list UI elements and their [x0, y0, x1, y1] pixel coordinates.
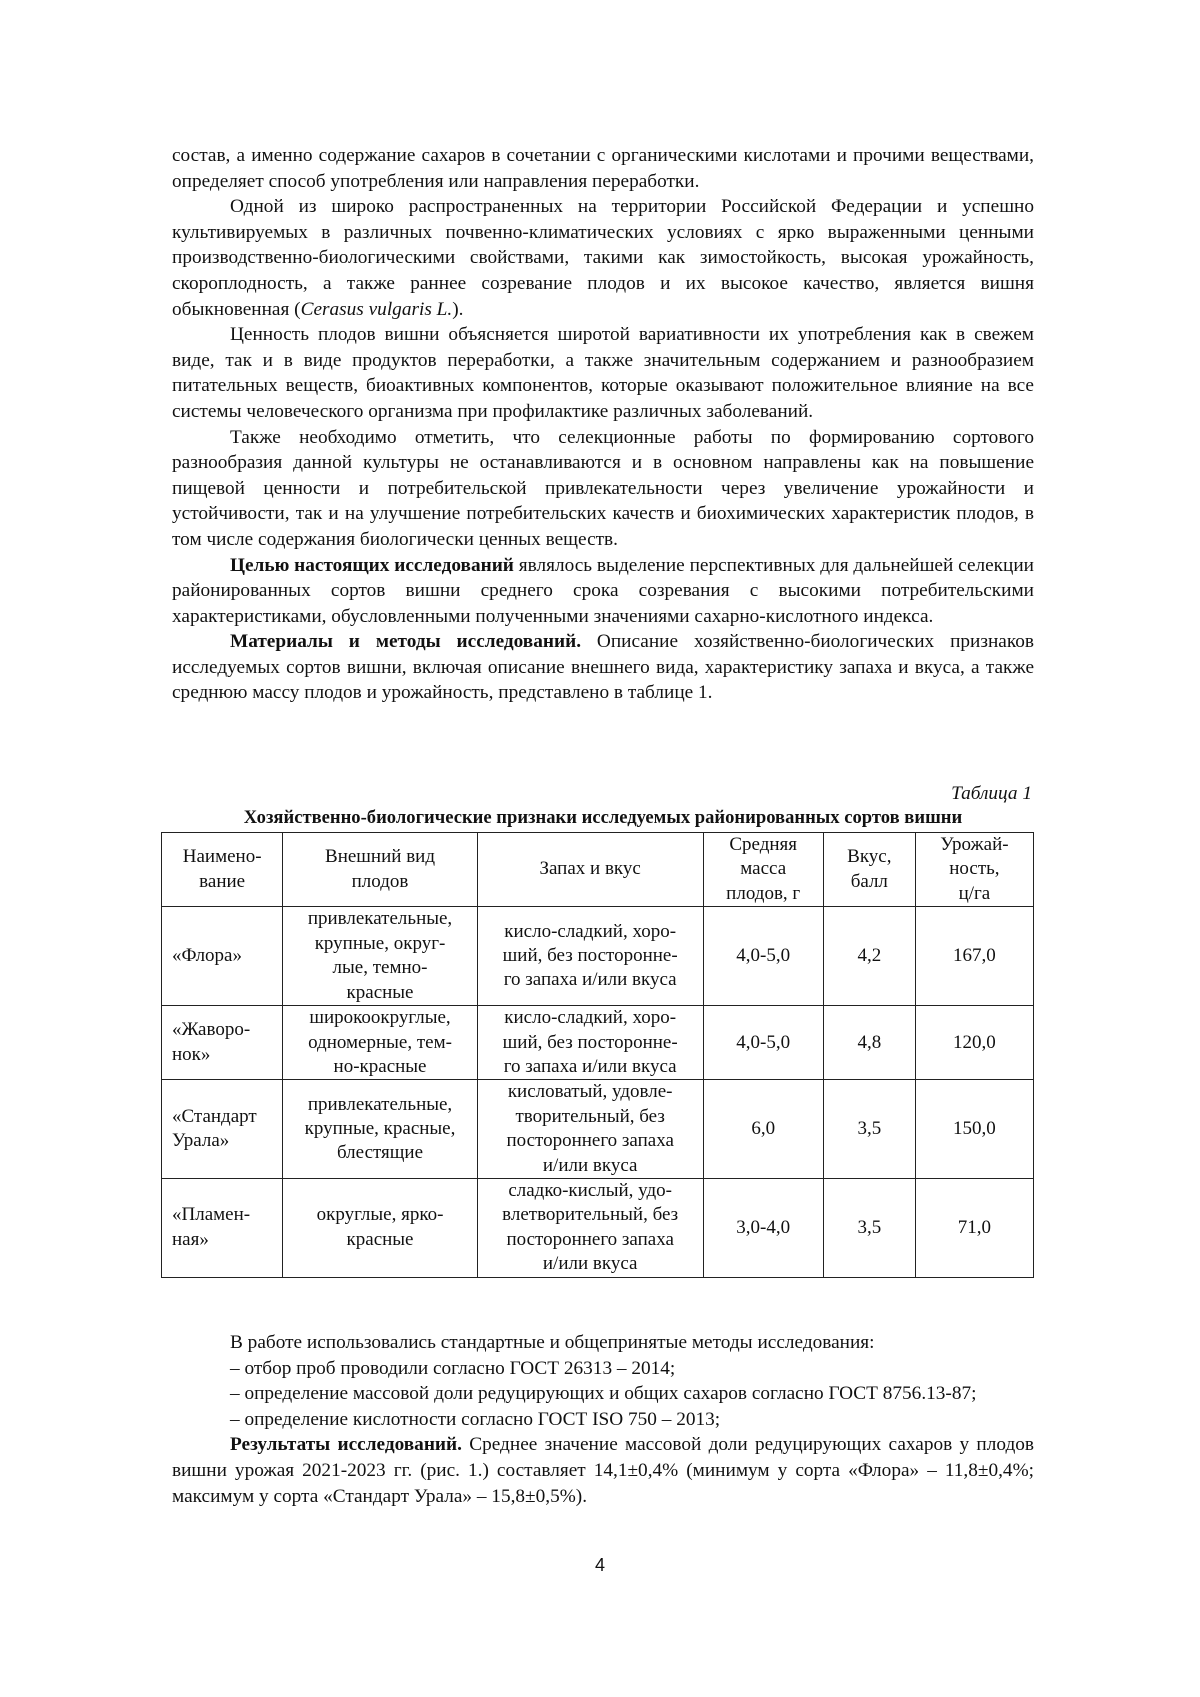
yield-cell: 71,0: [915, 1179, 1033, 1278]
traits-table: [161, 832, 1034, 1278]
table-label: Таблица 1: [951, 783, 1032, 804]
text-run: состав, а именно содержание сахаров в сочетании с органическими кислотами и прочими веществами, определяет способ употребления или направления переработки.: [172, 145, 1034, 192]
paragraph: [172, 1432, 1034, 1509]
yield-cell: 167,0: [915, 907, 1033, 1006]
text-run: Также необходимо отметить, что селекционные работы по формированию сортового разнообразия данной культуры не останавливаются и в основном направлены как на повышение пищевой ценности и потребительской привлекательности через увеличение урожайности и устойчивости, так и на улучшение потребительских качеств и биохимических характеристик плодов, в том числе содержания биологически ценных веществ.: [172, 426, 1034, 550]
text-run: В работе использовались стандартные и общепринятые методы исследования:: [230, 1332, 875, 1353]
header-yield: Урожай- ность, ц/га: [915, 833, 1033, 907]
text-run: – отбор проб проводили согласно ГОСТ 26313 – 2014;: [230, 1357, 676, 1379]
score-cell: 3,5: [823, 1080, 915, 1179]
text-run: – определение кислотности согласно ГОСТ ISO 750 – 2013;: [230, 1408, 721, 1430]
bold-run: Материалы и методы исследований.: [230, 631, 582, 653]
yield-cell: 120,0: [915, 1006, 1033, 1080]
text-run: Среднее значение массовой доли редуцирующих сахаров у плодов вишни урожая 2021-2023 гг. (рис. 1.) составляет 14,1±0,4% (минимум у сорта «Флора» – 11,8±0,4%; максимум у сорта «Стандарт Урала» – 15,8±0,5%).: [172, 1434, 1035, 1507]
taste-cell: кисло-сладкий, хоро- ший, без посторонне- го запаха и/или вкуса: [477, 1006, 703, 1080]
text-run: – определение массовой доли редуцирующих и общих сахаров согласно ГОСТ 8756.13-87;: [230, 1383, 977, 1405]
paragraph: [172, 1330, 1034, 1356]
variety-name-cell: «Флора»: [162, 907, 283, 1006]
taste-cell: кисло-сладкий, хоро- ший, без посторонне- го запаха и/или вкуса: [477, 907, 703, 1006]
text-run: являлось выделение перспективных для дальнейшей селекции районированных сортов вишни среднего срока созревания с высокими потребительскими характеристиками, обусловленными полученными значениями сахарно-кислотного индекса.: [172, 554, 1034, 627]
table-header-row: [162, 833, 1034, 907]
taste-cell: кисловатый, удовле- творительный, без постороннего запаха и/или вкуса: [477, 1080, 703, 1179]
variety-name-cell: «Жаворо- нок»: [162, 1006, 283, 1080]
variety-name-cell: «Пламен- ная»: [162, 1179, 283, 1278]
paragraph: [172, 194, 1034, 322]
header-mass: Средняя масса плодов, г: [703, 833, 823, 907]
mass-cell: 3,0-4,0: [703, 1179, 823, 1278]
paragraph: [172, 1381, 1034, 1407]
paragraph: [172, 143, 1034, 194]
paragraph: [172, 322, 1034, 424]
bold-run: Результаты исследований.: [230, 1434, 462, 1456]
appearance-cell: привлекательные, крупные, красные, блестящие: [283, 1080, 477, 1179]
appearance-cell: широкоокруглые, одномерные, тем- но-красные: [283, 1006, 477, 1080]
text-run: Описание хозяйственно-биологических признаков исследуемых сортов вишни, включая описание внешнего вида, характеристику запаха и вкуса, а также среднюю массу плодов и урожайность, представлено в таблице 1.: [172, 631, 1034, 704]
table-row: [162, 1080, 1034, 1179]
paragraph: [172, 425, 1034, 553]
table-row: [162, 1006, 1034, 1080]
body-text-bottom: [172, 1330, 1034, 1509]
header-name: Наимено- вание: [162, 833, 283, 907]
header-appearance: Внешний вид плодов: [283, 833, 477, 907]
mass-cell: 4,0-5,0: [703, 1006, 823, 1080]
paragraph: [172, 1407, 1034, 1433]
score-cell: 4,8: [823, 1006, 915, 1080]
paragraph: [172, 629, 1034, 706]
mass-cell: 4,0-5,0: [703, 907, 823, 1006]
bold-run: Целью настоящих исследований: [230, 554, 514, 576]
taste-cell: сладко-кислый, удо- влетворительный, без постороннего запаха и/или вкуса: [477, 1179, 703, 1278]
appearance-cell: округлые, ярко- красные: [283, 1179, 477, 1278]
paragraph: [172, 1356, 1034, 1382]
italic-run: Cerasus vulgaris L.: [300, 298, 453, 320]
yield-cell: 150,0: [915, 1080, 1033, 1179]
page-number: 4: [594, 1555, 605, 1575]
header-score: Вкус, балл: [823, 833, 915, 907]
text-run: Ценность плодов вишни объясняется широтой вариативности их употребления как в свежем виде, так и в виде продуктов переработки, а также значительным содержанием и разнообразием питательных веществ, биоактивных компонентов, которые оказывают положительное влияние на все системы человеческого организма при профилактике различных заболеваний.: [172, 324, 1034, 422]
text-run: ).: [452, 298, 464, 320]
text-run: Одной из широко распространенных на территории Российской Федерации и успешно культивируемых в различных почвенно-климатических условиях с ярко выраженными ценными производственно-биологическими свойствами, такими как зимостойкость, высокая урожайность, скороплодность, а также раннее созревание плодов и их высокое качество, является вишня обыкновенная (: [172, 196, 1034, 320]
paragraph: [172, 553, 1034, 630]
table-row: [162, 907, 1034, 1006]
score-cell: 3,5: [823, 1179, 915, 1278]
mass-cell: 6,0: [703, 1080, 823, 1179]
variety-name-cell: «Стандарт Урала»: [162, 1080, 283, 1179]
score-cell: 4,2: [823, 907, 915, 1006]
header-taste: Запах и вкус: [477, 833, 703, 907]
table-title: Хозяйственно-биологические признаки исследуемых районированных сортов вишни: [243, 807, 963, 828]
table-row: [162, 1179, 1034, 1278]
body-text-top: [172, 143, 1034, 706]
appearance-cell: привлекательные, крупные, округ- лые, темно- красные: [283, 907, 477, 1006]
